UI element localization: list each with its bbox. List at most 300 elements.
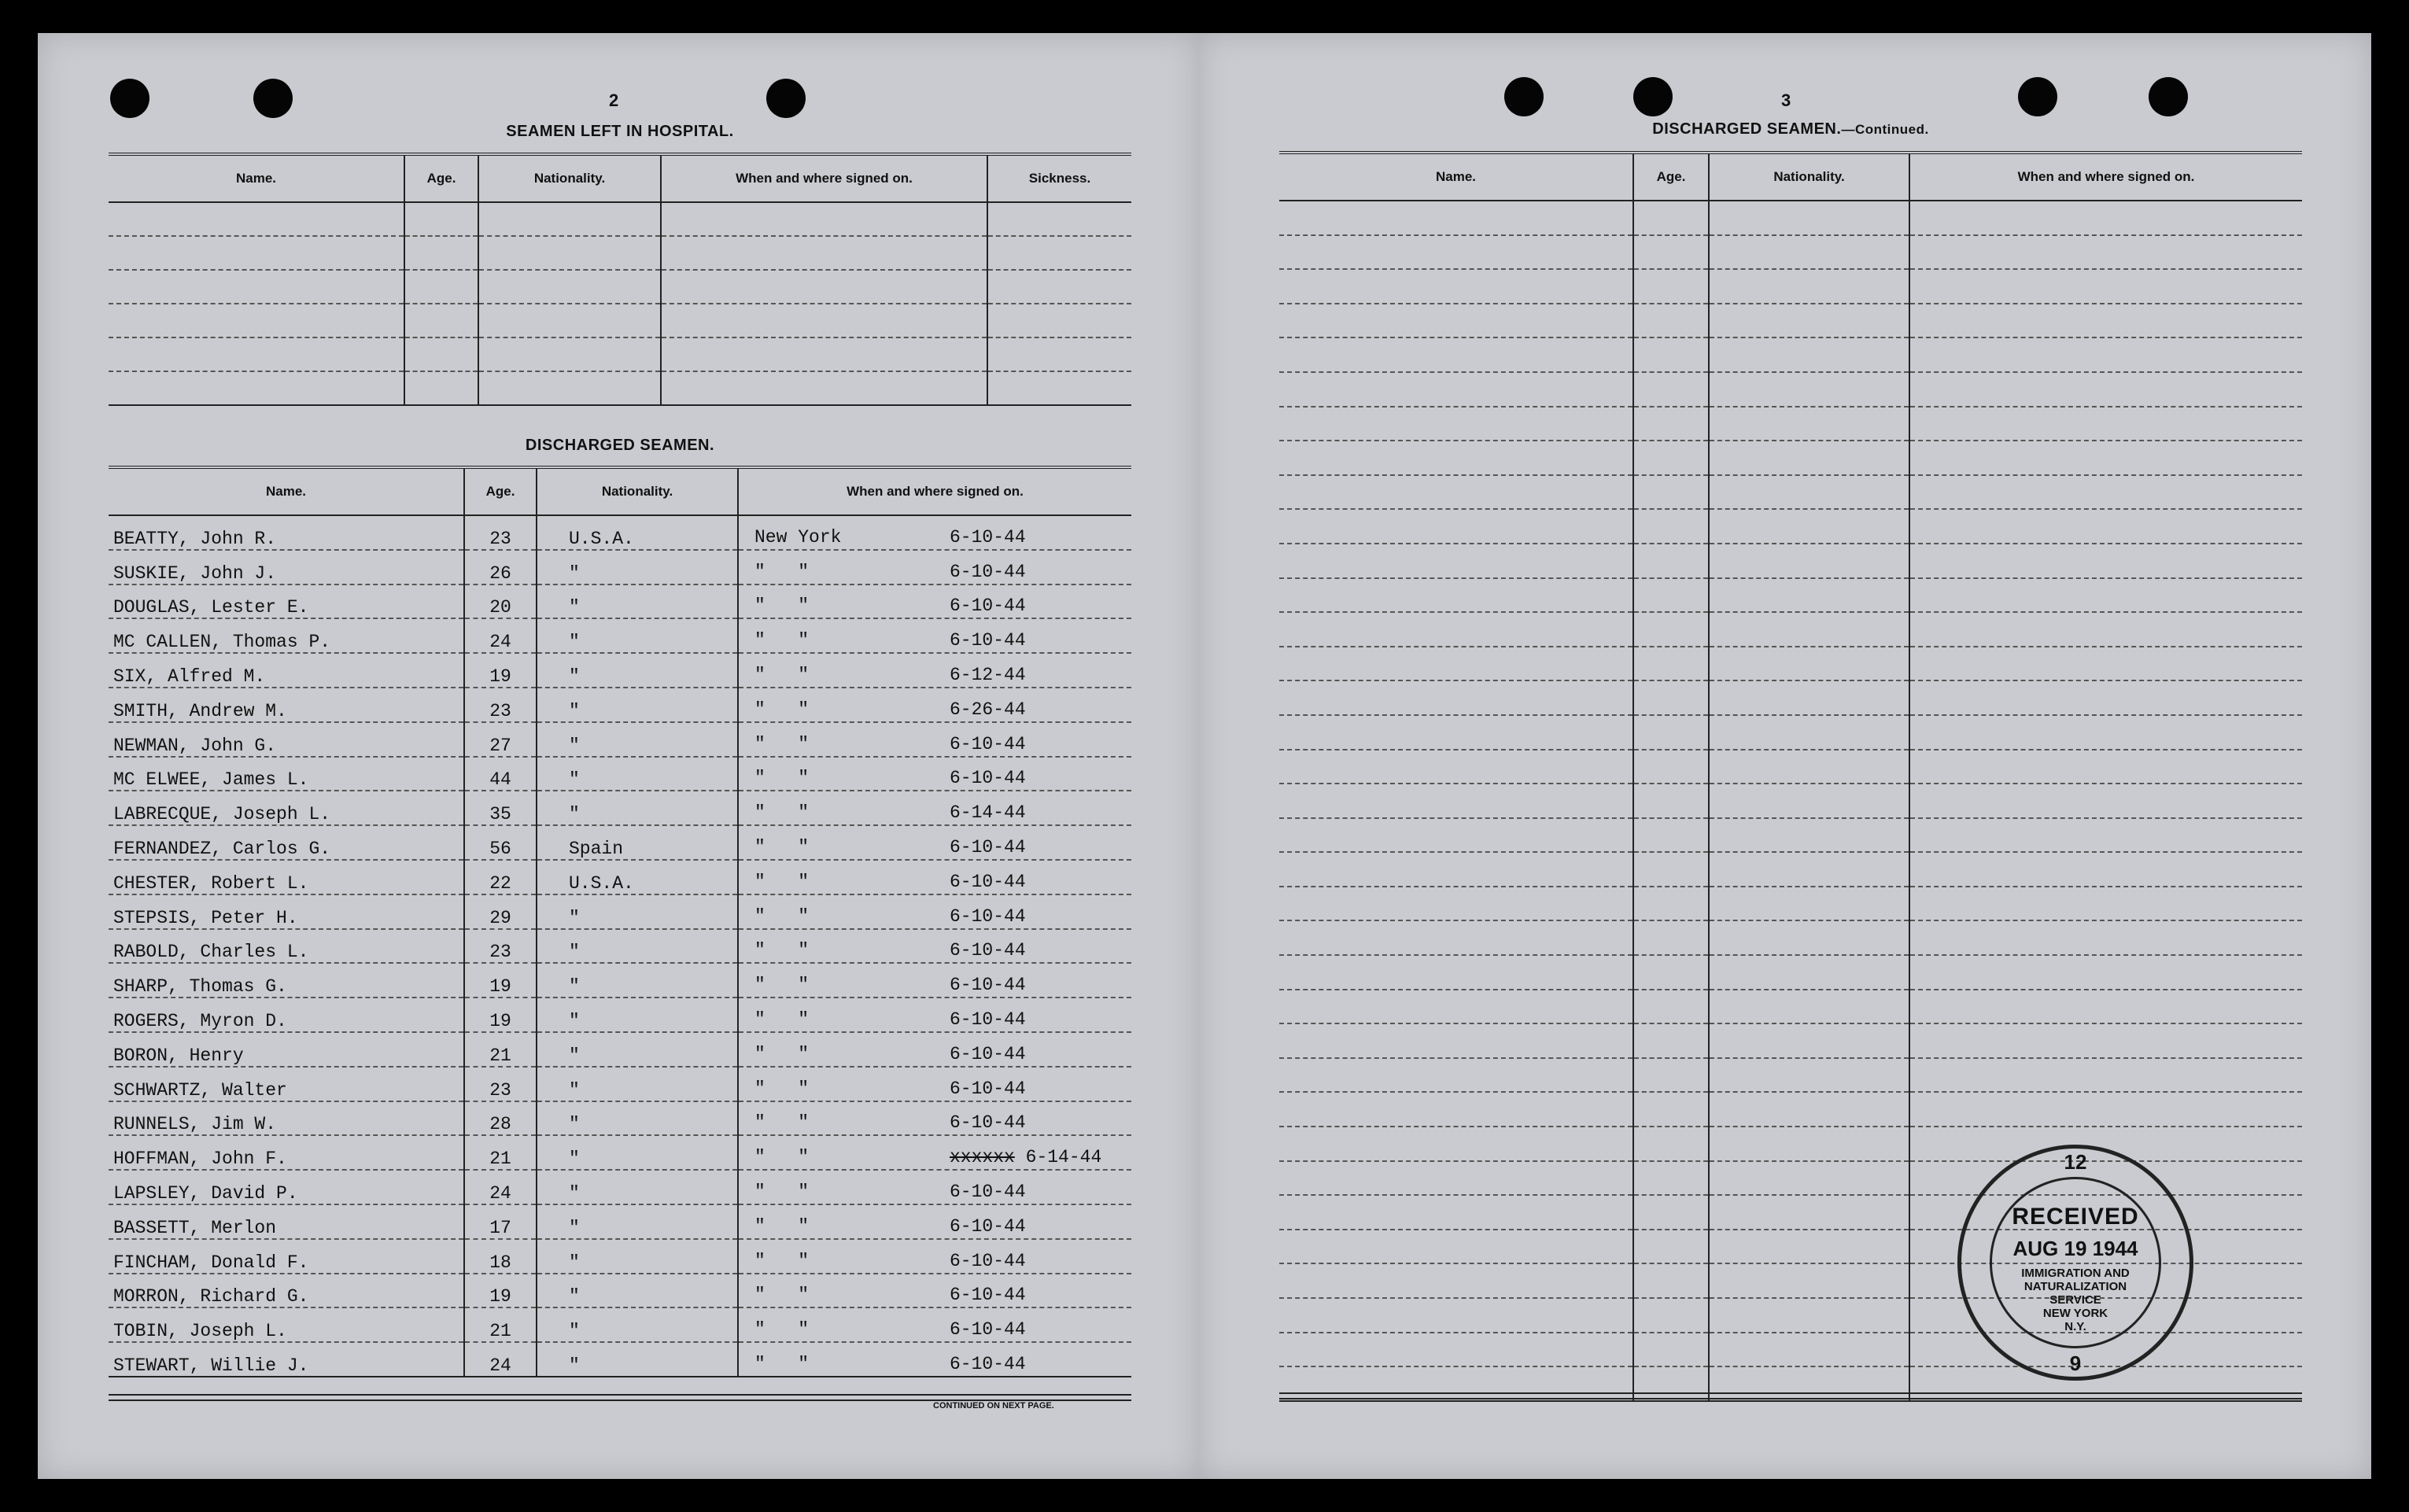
seaman-age: 24 bbox=[464, 1170, 537, 1204]
empty-cell bbox=[661, 337, 987, 371]
header-signed-on: When and where signed on. bbox=[738, 467, 1131, 515]
seaman-signed-on bbox=[738, 963, 1131, 998]
empty-cell bbox=[1633, 337, 1709, 372]
seaman-signed-on bbox=[738, 791, 1131, 825]
signed-on-date: 6-10-44 bbox=[950, 1285, 1026, 1306]
signed-on-date: 6-10-44 bbox=[950, 836, 1026, 857]
signed-on-date bbox=[950, 1147, 1101, 1167]
empty-cell bbox=[1909, 612, 2302, 647]
empty-cell bbox=[1709, 1058, 1909, 1093]
stamp-ring-top: 12 bbox=[2064, 1150, 2087, 1174]
signed-on-date: 6-10-44 bbox=[950, 733, 1026, 754]
empty-cell bbox=[1709, 647, 1909, 681]
empty-cell bbox=[1633, 269, 1709, 304]
signed-on-place: " " bbox=[754, 733, 810, 754]
header-age: Age. bbox=[1633, 153, 1709, 201]
empty-cell bbox=[404, 371, 478, 405]
empty-cell bbox=[1709, 475, 1909, 510]
signed-on-place: " " bbox=[754, 664, 810, 685]
hospital-section-title: SEAMEN LEFT IN HOSPITAL. bbox=[506, 123, 734, 140]
seaman-signed-on bbox=[738, 1274, 1131, 1308]
signed-on-date: 6-10-44 bbox=[950, 905, 1026, 927]
empty-cell bbox=[987, 337, 1131, 371]
signed-on-date: 6-10-44 bbox=[950, 1181, 1026, 1202]
empty-cell bbox=[661, 371, 987, 405]
table-row bbox=[1279, 715, 2302, 750]
seaman-age: 24 bbox=[464, 618, 537, 653]
empty-cell bbox=[1279, 1263, 1633, 1298]
empty-cell bbox=[109, 236, 404, 270]
signed-on-place: " " bbox=[754, 561, 810, 582]
table-row bbox=[109, 371, 1131, 405]
seaman-signed-on bbox=[738, 1342, 1131, 1377]
punch-hole bbox=[1633, 77, 1673, 116]
signed-on-date: 6-12-44 bbox=[950, 664, 1026, 685]
seaman-signed-on bbox=[738, 585, 1131, 619]
empty-cell bbox=[1709, 1092, 1909, 1127]
empty-cell bbox=[1709, 544, 1909, 578]
empty-cell bbox=[1709, 269, 1909, 304]
empty-cell bbox=[1709, 990, 1909, 1024]
empty-cell bbox=[1633, 1023, 1709, 1058]
empty-cell bbox=[1909, 269, 2302, 304]
empty-cell bbox=[987, 270, 1131, 304]
seaman-age: 26 bbox=[464, 550, 537, 585]
empty-cell bbox=[1279, 920, 1633, 955]
stamp-line-3: SERVICE bbox=[2049, 1293, 2101, 1307]
empty-cell bbox=[404, 270, 478, 304]
seaman-nationality: " bbox=[537, 1170, 738, 1204]
seaman-nationality: " bbox=[537, 1274, 738, 1308]
signed-on-date: 6-10-44 bbox=[950, 940, 1026, 961]
table-row bbox=[109, 963, 1131, 998]
signed-on-date: 6-10-44 bbox=[950, 975, 1026, 996]
table-row bbox=[109, 550, 1131, 585]
header-sickness: Sickness. bbox=[987, 154, 1131, 202]
signed-on-date: 6-10-44 bbox=[950, 1353, 1026, 1374]
header-signed-on: When and where signed on. bbox=[1909, 153, 2302, 201]
empty-cell bbox=[109, 270, 404, 304]
empty-cell bbox=[404, 236, 478, 270]
seaman-age: 28 bbox=[464, 1101, 537, 1136]
empty-cell bbox=[1909, 887, 2302, 921]
empty-cell bbox=[1709, 578, 1909, 613]
empty-cell bbox=[1279, 887, 1633, 921]
empty-cell bbox=[1909, 235, 2302, 270]
empty-cell bbox=[1633, 818, 1709, 853]
empty-cell bbox=[1633, 750, 1709, 784]
table-row bbox=[1279, 990, 2302, 1024]
signed-on-date: 6-10-44 bbox=[950, 1112, 1026, 1134]
table-row bbox=[1279, 201, 2302, 235]
signed-on-date: 6-10-44 bbox=[950, 1319, 1026, 1341]
empty-cell bbox=[404, 304, 478, 337]
signed-on-place: " " bbox=[754, 1181, 810, 1202]
signed-on-place: " " bbox=[754, 630, 810, 651]
seaman-nationality: U.S.A. bbox=[537, 515, 738, 550]
signed-on-place: " " bbox=[754, 1043, 810, 1064]
seaman-signed-on bbox=[738, 688, 1131, 722]
table-row bbox=[1279, 1092, 2302, 1127]
empty-cell bbox=[1279, 304, 1633, 338]
seaman-age: 23 bbox=[464, 515, 537, 550]
empty-cell bbox=[1633, 304, 1709, 338]
empty-cell bbox=[987, 202, 1131, 236]
signed-on-place: " " bbox=[754, 768, 810, 789]
empty-cell bbox=[1709, 818, 1909, 853]
table-row bbox=[1279, 680, 2302, 715]
corrected-date: 6-14-44 bbox=[1025, 1147, 1102, 1168]
table-row bbox=[1279, 441, 2302, 475]
empty-cell bbox=[1633, 1230, 1709, 1264]
seaman-age: 23 bbox=[464, 929, 537, 964]
seaman-nationality: " bbox=[537, 1239, 738, 1274]
empty-cell bbox=[1279, 750, 1633, 784]
table-row bbox=[1279, 337, 2302, 372]
empty-cell bbox=[1633, 1298, 1709, 1333]
empty-cell bbox=[1909, 750, 2302, 784]
table-row bbox=[1279, 955, 2302, 990]
empty-cell bbox=[404, 337, 478, 371]
empty-cell bbox=[1633, 407, 1709, 441]
empty-cell bbox=[1709, 1230, 1909, 1264]
empty-cell bbox=[1909, 818, 2302, 853]
empty-cell bbox=[1279, 852, 1633, 887]
seaman-signed-on bbox=[738, 757, 1131, 791]
empty-cell bbox=[1633, 647, 1709, 681]
empty-cell bbox=[1633, 920, 1709, 955]
empty-cell bbox=[1279, 372, 1633, 407]
signed-on-place: " " bbox=[754, 1353, 810, 1374]
empty-cell bbox=[1279, 407, 1633, 441]
header-nationality: Nationality. bbox=[478, 154, 661, 202]
signed-on-date: 6-10-44 bbox=[950, 561, 1026, 582]
seaman-name: STEPSIS, Peter H. bbox=[109, 894, 464, 929]
empty-cell bbox=[1709, 337, 1909, 372]
table-row bbox=[109, 1204, 1131, 1239]
stamp-line-1: IMMIGRATION AND bbox=[2021, 1267, 2130, 1280]
empty-cell bbox=[1279, 269, 1633, 304]
empty-cell bbox=[1909, 852, 2302, 887]
table-row bbox=[109, 337, 1131, 371]
table-row bbox=[109, 1032, 1131, 1067]
table-row bbox=[109, 1342, 1131, 1377]
empty-cell bbox=[661, 304, 987, 337]
empty-cell bbox=[404, 202, 478, 236]
empty-cell bbox=[1279, 647, 1633, 681]
empty-cell bbox=[1709, 407, 1909, 441]
signed-on-place: " " bbox=[754, 871, 810, 892]
seaman-name: CHESTER, Robert L. bbox=[109, 860, 464, 894]
seaman-age: 27 bbox=[464, 722, 537, 757]
table-row bbox=[109, 757, 1131, 791]
signed-on-place: " " bbox=[754, 905, 810, 927]
discharged-table bbox=[109, 466, 1131, 1377]
seaman-name: RUNNELS, Jim W. bbox=[109, 1101, 464, 1136]
seaman-signed-on bbox=[738, 929, 1131, 964]
table-row bbox=[1279, 544, 2302, 578]
seaman-signed-on bbox=[738, 515, 1131, 550]
empty-cell bbox=[1633, 1092, 1709, 1127]
table-row bbox=[1279, 235, 2302, 270]
table-row bbox=[109, 1274, 1131, 1308]
continued-note: CONTINUED ON NEXT PAGE. bbox=[933, 1401, 1054, 1411]
empty-cell bbox=[1709, 1298, 1909, 1333]
empty-cell bbox=[1633, 680, 1709, 715]
empty-cell bbox=[1709, 372, 1909, 407]
seaman-nationality: " bbox=[537, 1032, 738, 1067]
seaman-age: 22 bbox=[464, 860, 537, 894]
empty-cell bbox=[1709, 235, 1909, 270]
empty-cell bbox=[1279, 1230, 1633, 1264]
seaman-signed-on bbox=[738, 550, 1131, 585]
seaman-nationality: " bbox=[537, 757, 738, 791]
table-row bbox=[109, 1307, 1131, 1342]
table-row bbox=[109, 653, 1131, 688]
empty-cell bbox=[109, 304, 404, 337]
signed-on-date: 6-10-44 bbox=[950, 526, 1026, 548]
punch-hole bbox=[110, 79, 149, 118]
seaman-nationality: " bbox=[537, 998, 738, 1032]
empty-cell bbox=[1909, 337, 2302, 372]
seaman-age: 29 bbox=[464, 894, 537, 929]
empty-cell bbox=[478, 236, 661, 270]
empty-cell bbox=[1709, 887, 1909, 921]
empty-cell bbox=[1279, 1161, 1633, 1196]
seaman-signed-on bbox=[738, 1067, 1131, 1101]
empty-cell bbox=[1709, 1161, 1909, 1196]
header-signed-on: When and where signed on. bbox=[661, 154, 987, 202]
empty-cell bbox=[1279, 990, 1633, 1024]
seaman-age: 35 bbox=[464, 791, 537, 825]
empty-cell bbox=[1279, 1127, 1633, 1161]
seaman-name: NEWMAN, John G. bbox=[109, 722, 464, 757]
empty-cell bbox=[1279, 1195, 1633, 1230]
stamp-line-2: NATURALIZATION bbox=[2023, 1280, 2127, 1293]
table-row bbox=[109, 998, 1131, 1032]
signed-on-date: 6-10-44 bbox=[950, 1009, 1026, 1030]
signed-on-date: 6-10-44 bbox=[950, 1043, 1026, 1064]
empty-cell bbox=[1279, 544, 1633, 578]
signed-on-date: 6-10-44 bbox=[950, 1078, 1026, 1099]
signed-on-place: " " bbox=[754, 1078, 810, 1099]
empty-cell bbox=[1909, 441, 2302, 475]
seaman-signed-on bbox=[738, 618, 1131, 653]
header-age: Age. bbox=[404, 154, 478, 202]
empty-cell bbox=[1709, 784, 1909, 818]
header-nationality: Nationality. bbox=[1709, 153, 1909, 201]
table-row bbox=[109, 1135, 1131, 1170]
empty-cell bbox=[1709, 201, 1909, 235]
seaman-name: SMITH, Andrew M. bbox=[109, 688, 464, 722]
seaman-nationality: " bbox=[537, 688, 738, 722]
seaman-name: FINCHAM, Donald F. bbox=[109, 1239, 464, 1274]
empty-cell bbox=[987, 304, 1131, 337]
signed-on-place: " " bbox=[754, 596, 810, 617]
table-row bbox=[109, 236, 1131, 270]
empty-cell bbox=[1909, 1058, 2302, 1093]
empty-cell bbox=[987, 371, 1131, 405]
empty-cell bbox=[1909, 920, 2302, 955]
table-row bbox=[109, 894, 1131, 929]
empty-cell bbox=[1909, 407, 2302, 441]
title-text: DISCHARGED SEAMEN. bbox=[1652, 120, 1842, 138]
seaman-name: BASSETT, Merlon bbox=[109, 1204, 464, 1239]
table-row bbox=[109, 515, 1131, 550]
empty-cell bbox=[1279, 612, 1633, 647]
seaman-nationality: " bbox=[537, 929, 738, 964]
empty-cell bbox=[1909, 304, 2302, 338]
empty-cell bbox=[1633, 990, 1709, 1024]
table-row bbox=[109, 722, 1131, 757]
bottom-rule-right bbox=[1279, 1392, 2302, 1400]
signed-on-place: " " bbox=[754, 1250, 810, 1271]
seaman-nationality: Spain bbox=[537, 825, 738, 860]
empty-cell bbox=[1279, 818, 1633, 853]
table-row bbox=[1279, 407, 2302, 441]
seaman-age: 20 bbox=[464, 585, 537, 619]
empty-cell bbox=[109, 202, 404, 236]
empty-cell bbox=[1279, 1058, 1633, 1093]
empty-cell bbox=[1633, 852, 1709, 887]
seaman-signed-on bbox=[738, 1170, 1131, 1204]
empty-cell bbox=[1633, 1195, 1709, 1230]
stamp-ring-bottom: 9 bbox=[2069, 1352, 2082, 1375]
seaman-nationality: " bbox=[537, 585, 738, 619]
seaman-name: MC ELWEE, James L. bbox=[109, 757, 464, 791]
signed-on-date: 6-10-44 bbox=[950, 871, 1026, 892]
header-name: Name. bbox=[109, 467, 464, 515]
seaman-signed-on bbox=[738, 1032, 1131, 1067]
punch-hole bbox=[766, 79, 806, 118]
table-row bbox=[1279, 304, 2302, 338]
seaman-age: 19 bbox=[464, 1274, 537, 1308]
stamp-received: RECEIVED bbox=[2012, 1204, 2139, 1230]
empty-cell bbox=[1909, 990, 2302, 1024]
empty-cell bbox=[1909, 955, 2302, 990]
seaman-age: 19 bbox=[464, 653, 537, 688]
empty-cell bbox=[1709, 509, 1909, 544]
empty-cell bbox=[1633, 887, 1709, 921]
stamp-date: AUG 19 1944 bbox=[2012, 1237, 2138, 1260]
empty-cell bbox=[1633, 1127, 1709, 1161]
punch-hole bbox=[2018, 77, 2057, 116]
signed-on-date: 6-26-44 bbox=[950, 699, 1026, 720]
signed-on-date: 6-10-44 bbox=[950, 1215, 1026, 1237]
seaman-signed-on bbox=[738, 1239, 1131, 1274]
seaman-nationality: U.S.A. bbox=[537, 860, 738, 894]
signed-on-place: " " bbox=[754, 1285, 810, 1306]
struck-entry: xxxxxx bbox=[950, 1147, 1015, 1168]
signed-on-date: 6-10-44 bbox=[950, 1250, 1026, 1271]
punch-hole bbox=[253, 79, 293, 118]
table-row bbox=[1279, 887, 2302, 921]
seaman-name: SHARP, Thomas G. bbox=[109, 963, 464, 998]
empty-cell bbox=[1633, 372, 1709, 407]
seaman-name: BEATTY, John R. bbox=[109, 515, 464, 550]
table-row bbox=[109, 860, 1131, 894]
seaman-age: 24 bbox=[464, 1342, 537, 1377]
empty-cell bbox=[1633, 1161, 1709, 1196]
empty-cell bbox=[478, 337, 661, 371]
signed-on-place: " " bbox=[754, 975, 810, 996]
empty-cell bbox=[1909, 578, 2302, 613]
signed-on-place: " " bbox=[754, 699, 810, 720]
seaman-signed-on bbox=[738, 825, 1131, 860]
seaman-nationality: " bbox=[537, 894, 738, 929]
seaman-signed-on bbox=[738, 1204, 1131, 1239]
table-row bbox=[109, 585, 1131, 619]
empty-cell bbox=[109, 371, 404, 405]
table-row bbox=[109, 791, 1131, 825]
signed-on-place: " " bbox=[754, 1147, 810, 1168]
header-name: Name. bbox=[1279, 153, 1633, 201]
seaman-age: 56 bbox=[464, 825, 537, 860]
empty-cell bbox=[1633, 784, 1709, 818]
table-row bbox=[109, 929, 1131, 964]
seaman-signed-on bbox=[738, 998, 1131, 1032]
empty-cell bbox=[661, 236, 987, 270]
table-row bbox=[1279, 509, 2302, 544]
empty-cell bbox=[1633, 578, 1709, 613]
table-row bbox=[109, 1101, 1131, 1136]
signed-on-date: 6-10-44 bbox=[950, 768, 1026, 789]
empty-cell bbox=[1279, 715, 1633, 750]
empty-cell bbox=[478, 270, 661, 304]
table-row bbox=[1279, 818, 2302, 853]
empty-cell bbox=[661, 202, 987, 236]
table-row bbox=[1279, 750, 2302, 784]
seaman-name: SUSKIE, John J. bbox=[109, 550, 464, 585]
empty-cell bbox=[1709, 1127, 1909, 1161]
empty-cell bbox=[1709, 920, 1909, 955]
table-row bbox=[109, 1067, 1131, 1101]
empty-cell bbox=[1709, 715, 1909, 750]
seaman-nationality: " bbox=[537, 1135, 738, 1170]
seaman-age: 18 bbox=[464, 1239, 537, 1274]
empty-cell bbox=[1279, 235, 1633, 270]
empty-cell bbox=[1909, 201, 2302, 235]
table-row bbox=[109, 270, 1131, 304]
empty-cell bbox=[1909, 509, 2302, 544]
seaman-age: 21 bbox=[464, 1032, 537, 1067]
table-row bbox=[109, 1239, 1131, 1274]
header-name: Name. bbox=[109, 154, 404, 202]
seaman-name: BORON, Henry bbox=[109, 1032, 464, 1067]
seaman-nationality: " bbox=[537, 1307, 738, 1342]
seaman-name: LAPSLEY, David P. bbox=[109, 1170, 464, 1204]
table-row bbox=[1279, 269, 2302, 304]
empty-cell bbox=[1909, 372, 2302, 407]
seaman-signed-on bbox=[738, 653, 1131, 688]
empty-cell bbox=[478, 202, 661, 236]
empty-cell bbox=[1709, 441, 1909, 475]
seaman-nationality: " bbox=[537, 1067, 738, 1101]
empty-cell bbox=[1633, 509, 1709, 544]
page-number-right: 3 bbox=[1781, 90, 1791, 110]
empty-cell bbox=[478, 371, 661, 405]
empty-cell bbox=[1909, 1023, 2302, 1058]
seaman-name: ROGERS, Myron D. bbox=[109, 998, 464, 1032]
empty-cell bbox=[1633, 201, 1709, 235]
signed-on-place: New York bbox=[754, 526, 842, 548]
seaman-nationality: " bbox=[537, 1204, 738, 1239]
signed-on-place: " " bbox=[754, 940, 810, 961]
table-row bbox=[1279, 784, 2302, 818]
empty-cell bbox=[987, 236, 1131, 270]
signed-on-place: " " bbox=[754, 1215, 810, 1237]
table-row bbox=[109, 688, 1131, 722]
